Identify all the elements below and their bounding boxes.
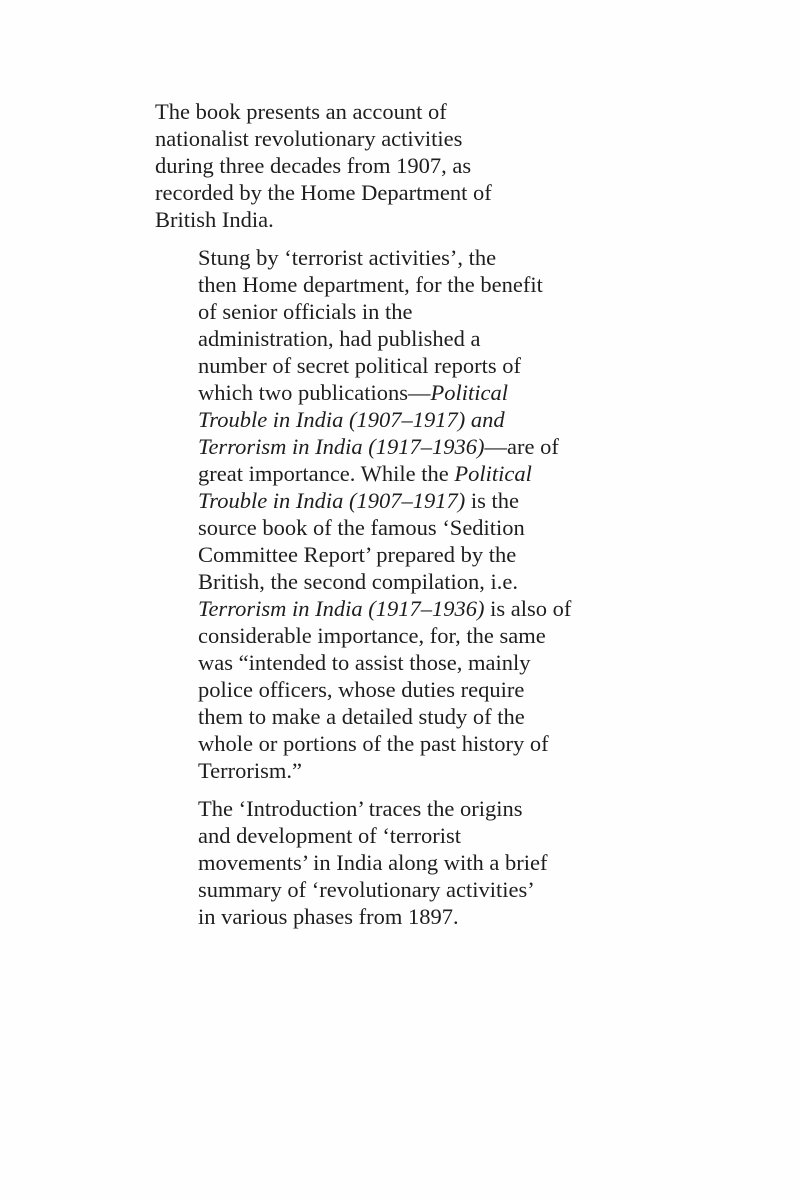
text-line <box>155 876 585 903</box>
text-line <box>155 206 585 233</box>
text-line <box>155 568 585 595</box>
text-line <box>155 125 585 152</box>
text-run: recorded by the Home Department of <box>155 180 492 205</box>
text-line <box>155 730 585 757</box>
text-line <box>155 903 585 930</box>
text-run: of senior officials in the <box>198 299 413 324</box>
text-run: number of secret political reports of <box>198 353 522 378</box>
text-line <box>155 849 585 876</box>
text-line <box>155 433 585 460</box>
text-line <box>155 98 585 125</box>
paragraph-2 <box>155 244 585 784</box>
text-run: and development of ‘terrorist <box>198 823 462 848</box>
italic-title-text: Political <box>430 380 508 405</box>
text-run: police officers, whose duties require <box>198 677 525 702</box>
text-line <box>155 352 585 379</box>
text-line <box>155 298 585 325</box>
text-line <box>155 649 585 676</box>
italic-title-text: Trouble in India (1907–1917) <box>198 488 466 513</box>
text-run: considerable importance, for, the same <box>198 623 546 648</box>
italic-title-text: Trouble in India (1907–1917) and <box>198 407 505 432</box>
text-run: nationalist revolutionary activities <box>155 126 463 151</box>
text-line <box>155 822 585 849</box>
body-text <box>155 98 585 930</box>
italic-title-text: Political <box>454 461 532 486</box>
text-run: British, the second compilation, i.e. <box>198 569 518 594</box>
text-line <box>155 622 585 649</box>
text-run: movements’ in India along with a brief <box>198 850 548 875</box>
text-line <box>155 152 585 179</box>
text-line <box>155 541 585 568</box>
text-run: in various phases from 1897. <box>198 904 459 929</box>
text-run: Terrorism.” <box>198 758 303 783</box>
italic-title-text: Terrorism in India (1917–1936) <box>198 434 485 459</box>
text-run: Stung by ‘terrorist activities’, the <box>198 245 497 270</box>
italic-title-text: Terrorism in India (1917–1936) <box>198 596 485 621</box>
text-line <box>155 379 585 406</box>
text-line <box>155 460 585 487</box>
text-run: which two publications— <box>198 380 431 405</box>
text-run: was “intended to assist those, mainly <box>198 650 531 675</box>
text-run: source book of the famous ‘Sedition <box>198 515 525 540</box>
text-run: them to make a detailed study of the <box>198 704 525 729</box>
text-run: during three decades from 1907, as <box>155 153 472 178</box>
text-line <box>155 757 585 784</box>
text-run: —are of <box>484 434 559 459</box>
text-run: Committee Report’ prepared by the <box>198 542 517 567</box>
text-run: The ‘Introduction’ traces the origins <box>198 796 523 821</box>
text-line <box>155 244 585 271</box>
paragraph-1 <box>155 98 585 233</box>
text-run: British India. <box>155 207 274 232</box>
text-line <box>155 676 585 703</box>
text-run: then Home department, for the benefit <box>198 272 543 297</box>
text-line <box>155 406 585 433</box>
paragraph-3 <box>155 795 585 930</box>
text-run: great importance. While the <box>198 461 455 486</box>
text-run: is the <box>465 488 520 513</box>
text-run: The book presents an account of <box>155 99 447 124</box>
text-line <box>155 795 585 822</box>
text-run: summary of ‘revolutionary activities’ <box>198 877 535 902</box>
text-line <box>155 271 585 298</box>
text-line <box>155 595 585 622</box>
text-line <box>155 179 585 206</box>
text-run: is also of <box>484 596 572 621</box>
text-run: administration, had published a <box>198 326 481 351</box>
text-line <box>155 487 585 514</box>
text-run: whole or portions of the past history of <box>198 731 549 756</box>
text-line <box>155 325 585 352</box>
text-line <box>155 514 585 541</box>
text-line <box>155 703 585 730</box>
